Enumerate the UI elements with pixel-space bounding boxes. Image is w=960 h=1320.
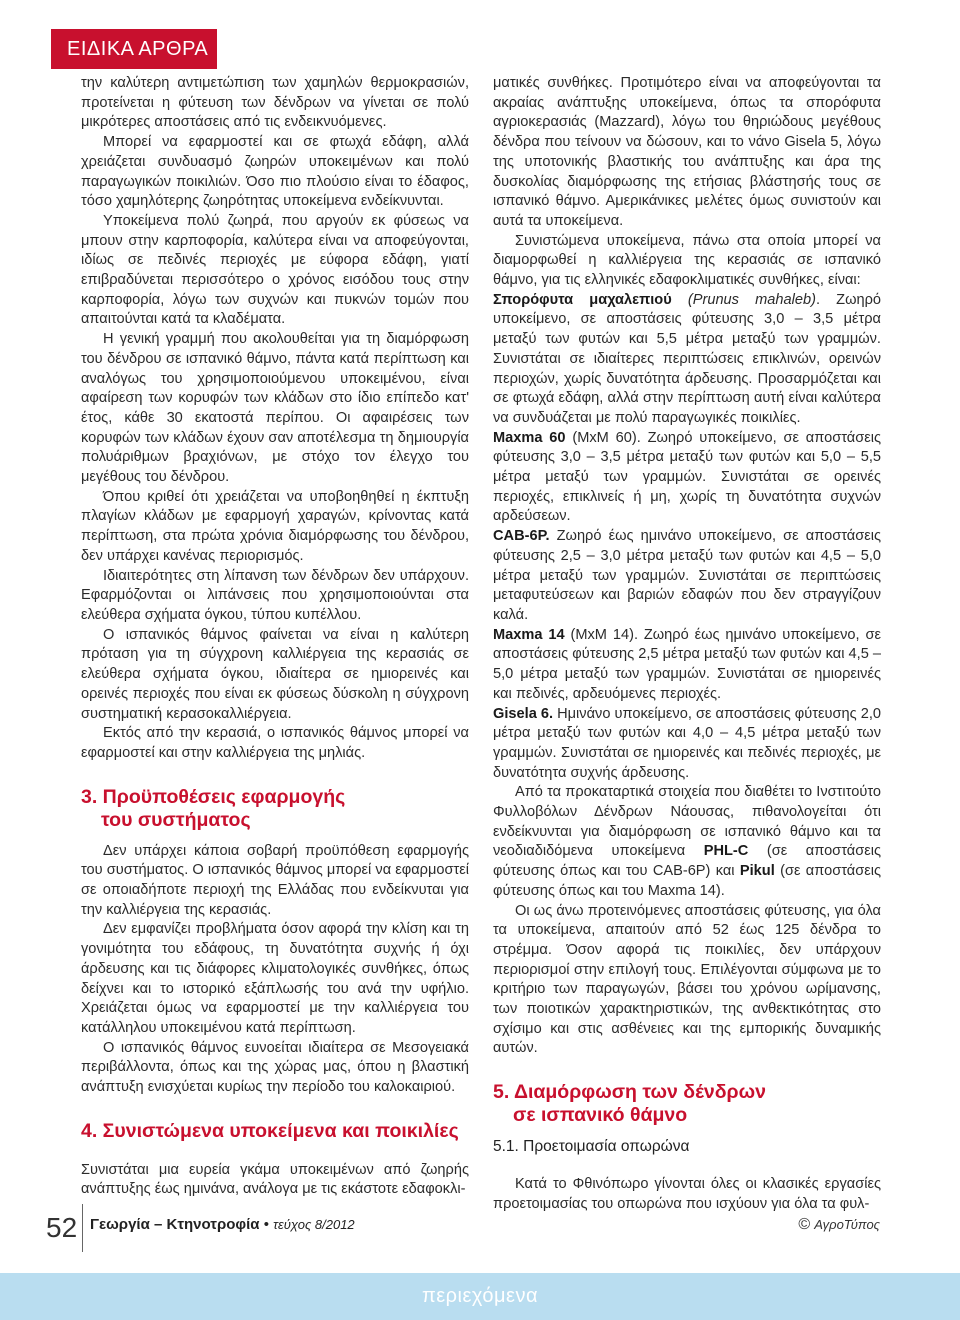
rootstock-name: Gisela 6.	[493, 705, 554, 722]
rootstock-text: (MxM 14). Ζωηρό έως ημινάνο υποκείμενο, σε αποστάσεις φύτευσης 2,5 μέτρα μεταξύ των φυτών και 4,5 – 5,0 μέτρα μεταξύ των γραμμών. Συνιστάται σε ημιορεινές και πεδινές, αρδευόμενες περιοχές.	[493, 626, 881, 702]
contents-bar[interactable]	[0, 1273, 960, 1320]
left-column	[81, 74, 469, 1200]
text-run: (σε αποστάσεις φύτευσης όπως και του Maxma 14).	[493, 863, 881, 899]
divider	[82, 1204, 83, 1252]
magazine-info	[90, 1216, 355, 1233]
paragraph: Όπου κριθεί ότι χρειάζεται να υποβοηθηθεί η έκπτυξη πλαγίων κλάδων με εφαρμογή χαραγών, κρίνοντας κατά περίπτωση, στα πρώτα χρόνια διαμόρφωσης του δένδρου, δεν υπάρχει κανένας περιορισμός.	[81, 488, 469, 564]
rootstock-latin: (Prunus mahaleb)	[687, 291, 816, 308]
paragraph: Δεν υπάρχει κάποια σοβαρή προϋπόθεση εφαρμογής του συστήματος. Ο ισπανικός θάμνος μπορεί να εφαρμοστεί σε οποιαδήποτε περιοχή της Ελλάδας που ενδείκνυται για την καλλιέργεια της κερασιάς.	[81, 842, 469, 918]
right-column	[493, 74, 881, 1214]
rootstock-entry	[493, 527, 881, 626]
paragraph: Εκτός από την κερασιά, ο ισπανικός θάμνος μπορεί να εφαρμοστεί και στην καλλιέργεια της μηλιάς.	[81, 725, 469, 761]
text-run: Από τα προκαταρτικά στοιχεία που διαθέτει το Ινστιτούτο Φυλλοβόλων Δένδρων Νάουσας, πιθανολογείται ότι ενδείκνυνται για διαμόρφωση σε ισπανικό θάμνο και τα νεοδιαδιδόμενα υποκείμενα	[493, 784, 881, 860]
heading-line: 5. Διαμόρφωση των δένδρων	[493, 1081, 766, 1104]
rootstock-entry	[493, 626, 881, 705]
rootstock-name: Σπορόφυτα μαχαλεπιού	[493, 291, 672, 308]
section-heading-3	[81, 786, 469, 832]
paragraph: Συνιστώμενα υποκείμενα, πάνω στα οποία μπορεί να διαμορφωθεί η καλλιέργεια της κερασιάς σε ισπανικό θάμνο, για τις ελληνικές εδαφοκλιματικές συνθήκες, είναι:	[493, 232, 881, 289]
heading-line: 3. Προϋποθέσεις εφαρμογής	[81, 785, 346, 808]
rootstock-text: Ζωηρό έως ημινάνο υποκείμενο, σε αποστάσεις φύτευσης 2,5 – 3,0 μέτρα μεταξύ των φυτών και 4,5 – 5,0 μέτρα μεταξύ των γραμμών. Συνιστάται σε περιπτώσεις μεταφυτεύσεων και βαριών εδαφών που δεν στραγγίζουν καλά.	[493, 528, 881, 623]
rootstock-name: Maxma 14	[493, 626, 565, 643]
issue-number: τεύχος 8/2012	[273, 1217, 355, 1232]
rootstock-text: (MxM 60). Ζωηρό υποκείμενο, σε αποστάσεις φύτευσης 3,0 – 3,5 μέτρα μεταξύ των φυτών και 5,0 – 5,5 μέτρα μεταξύ των γραμμών. Συνιστάται σε ορεινές περιοχές, επικλινείς ή μη, χωρίς τη δυνατότητα συχνών αρδεύσεων.	[493, 429, 881, 525]
rootstock-name: Maxma 60	[493, 429, 566, 446]
page-number: 52	[46, 1212, 78, 1243]
magazine-name: Γεωργία – Κτηνοτροφία	[90, 1216, 260, 1233]
rootstock-entry	[493, 429, 881, 528]
contents-link[interactable]: περιεχόμενα	[421, 1285, 539, 1307]
rootstock-name: PHL-C	[703, 843, 749, 860]
paragraph: Υποκείμενα πολύ ζωηρά, που αργούν εκ φύσεως να μπουν στην καρποφορία, καλύτερα είναι να αποφεύγονται, ιδίως σε πεδινές περιοχές με εύφορα εδάφη, γιατί επιβραδύνεται περισσότερο ο χρόνος εισόδου τους στην καρποφορία, λόγω των συχνών και πυκνών τομών που απαιτούνται κατά τα κλαδέματα.	[81, 212, 469, 328]
copyright-icon: ©	[798, 1216, 811, 1233]
rootstock-entry	[493, 291, 881, 429]
paragraph: Μπορεί να εφαρμοστεί και σε φτωχά εδάφη, αλλά χρειάζεται συνδυασμό ζωηρών υποκειμένων και πολύ παραγωγικών ποικιλιών. Όσο πιο πλούσιο είναι το έδαφος, τόσο χαμηλότερης ζωηρότητας υποκείμενα ενδείκνυνται.	[81, 134, 469, 210]
rootstock-text: Ημινάνο υποκείμενο, σε αποστάσεις φύτευσης 2,0 μέτρα μεταξύ των φυτών και 4,0 – 4,5 μέτρα μεταξύ των γραμμών. Συνιστάται σε ημιορεινές και πεδινές περιοχές, με δυνατότητα συχνής άρδευσης.	[493, 705, 881, 781]
brand-name: ΑγροΤύπος	[814, 1217, 880, 1232]
paragraph: Ο ισπανικός θάμνος ευνοείται ιδιαίτερα σε Μεσογειακά περιβάλλοντα, όπως και της χώρας μας, όπου η βλαστική ανάπτυξη ενισχύεται κυρίως την περίοδο του καλοκαιριού.	[81, 1039, 469, 1096]
text-run: (σε αποστάσεις φύτευσης όπως και του CAB-6P) και	[493, 843, 881, 880]
paragraph: Συνιστάται μια ευρεία γκάμα υποκειμένων από ζωηρής ανάπτυξης έως ημινάνα, ανάλογα με τις εκάστοτε εδαφοκλι-	[81, 1161, 469, 1198]
rootstock-entry	[493, 705, 881, 784]
bullet: •	[263, 1216, 269, 1233]
paragraph: Κατά το Φθινόπωρο γίνονται όλες οι κλασικές εργασίες προετοιμασίας του οπωρώνα που ισχύουν για όλα τα φυλ-	[493, 1175, 881, 1212]
paragraph: Δεν εμφανίζει προβλήματα όσον αφορά την κλίση και τη γονιμότητα του εδάφους, τη δυνατότητα συχνής ή όχι άρδευσης και τις διάφορες κλιματολογικές συνθήκες, όπως δείχνει και το ιστορικό εξάπλωσής του ανά την υφήλιο. Χρειάζεται όμως να εφαρμοστεί με την καλλιέργεια του κατάλληλου υποκειμένου κατά περίπτωση.	[81, 921, 469, 1036]
paragraph: ματικές συνθήκες. Προτιμότερο είναι να αποφεύγονται τα ακραίας ανάπτυξης υποκείμενα, όπως τα σπορόφυτα αγριοκερασιάς (Mazzard), λόγω του θηριώδους μεγέθους δένδρα που τείνουν να δώσουν, και το νάνο Gisela 5, λόγω της υποτονικής βλαστικής του ανάπτυξης και άρα της δυσκολίας διαμόρφωσης της ετήσιας βλάστησής τους σε ισπανικό θάμνο. Αμερικάνικες μελέτες όμως συνιστούν και αυτά τα υποκείμενα.	[493, 75, 881, 229]
paragraph: Ιδιαιτερότητες στη λίπανση των δένδρων δεν υπάρχουν. Εφαρμόζονται οι λιπάνσεις που χρησιμοποιούνται στα ελεύθερα σχήματα όγκου, τύπου κυπέλλου.	[81, 567, 469, 623]
paragraph: Οι ως άνω προτεινόμενες αποστάσεις φύτευσης, για όλα τα υποκείμενα, απαιτούν από 52 έως 125 δένδρα το στρέμμα. Όσον αφορά τις ποικιλίες, δεν υπάρχουν περιορισμοί στην επιλογή τους. Επιλέγονται σύμφωνα με το κριτήριο των παραγωγών, βάσει του χρόνου ωρίμανσης, των ποιοτικών χαρακτηριστικών, της ανθεκτικότητας στο σχίσιμο και στις ασθένειες και της εμπορικής δυναμικής αυτών.	[493, 902, 881, 1057]
page-footer	[40, 1212, 880, 1252]
rootstock-name: CAB-6P.	[493, 528, 550, 545]
section-tab: ΕΙΔΙΚΑ ΑΡΘΡΑ	[51, 29, 217, 69]
copyright	[798, 1216, 880, 1234]
paragraph: Η γενική γραμμή που ακολουθείται για τη διαμόρφωση του δένδρου σε ισπανικό θάμνο, πάντα κατά περίπτωση και αναλόγως του χρησιμοποιούμενου υποκειμένου, είναι αφαίρεση των κορυφών των κλάδων στο ίδιο επίπεδο κατ' έτος, κάθε 30 εκατοστά περίπου. Οι αφαιρέσεις των κορυφών των κλάδων έχουν σαν αποτέλεσμα τη δημιουργία πολυάριθμων βραχιόνων, με στόχο τον έλεγχο του μεγέθους του δένδρου.	[81, 331, 469, 486]
paragraph: την καλύτερη αντιμετώπιση των χαμηλών θερμοκρασιών, προτείνεται η φύτευση των δένδρων να γίνεται σε πολύ μικρότερες αποστάσεις από τις ενδεικνυόμενες.	[81, 75, 469, 131]
heading-line: του συστήματος	[101, 808, 251, 831]
rootstock-name: Pikul	[739, 863, 775, 880]
heading-line: σε ισπανικό θάμνο	[513, 1104, 688, 1127]
section-heading-5	[493, 1081, 881, 1127]
rootstock-text: . Ζωηρό υποκείμενο, σε αποστάσεις φύτευσης 3,0 – 3,5 μέτρα μεταξύ των φυτών και 5,5 μέτρα μεταξύ των γραμμών. Συνιστάται σε ιδιαίτερες περιπτώσεις επικλινών, ορεινών περιοχών, χωρίς δυνατότητα άρδευσης. Προσαρμόζεται και σε φτωχά εδάφη, αλλά στην περίπτωση αυτή είναι καλύτερα να συνδυάζεται με πολύ παραγωγικές ποικιλίες.	[493, 291, 882, 426]
paragraph	[493, 783, 881, 901]
subsection-heading: 5.1. Προετοιμασία οπωρώνα	[493, 1138, 690, 1156]
section-heading-4: 4. Συνιστώμενα υποκείμενα και ποικιλίες	[81, 1119, 459, 1142]
paragraph: Ο ισπανικός θάμνος φαίνεται να είναι η καλύτερη πρόταση για τη σύγχρονη καλλιέργεια της κερασιάς σε ελεύθερα σχήματα όγκου, ιδιαίτερα σε ημιορεινές και ορεινές περιοχές που είναι εκ φύσεως δύσκολη η σύγχρονη συστηματική κερασοκαλλιέργεια.	[81, 626, 469, 722]
